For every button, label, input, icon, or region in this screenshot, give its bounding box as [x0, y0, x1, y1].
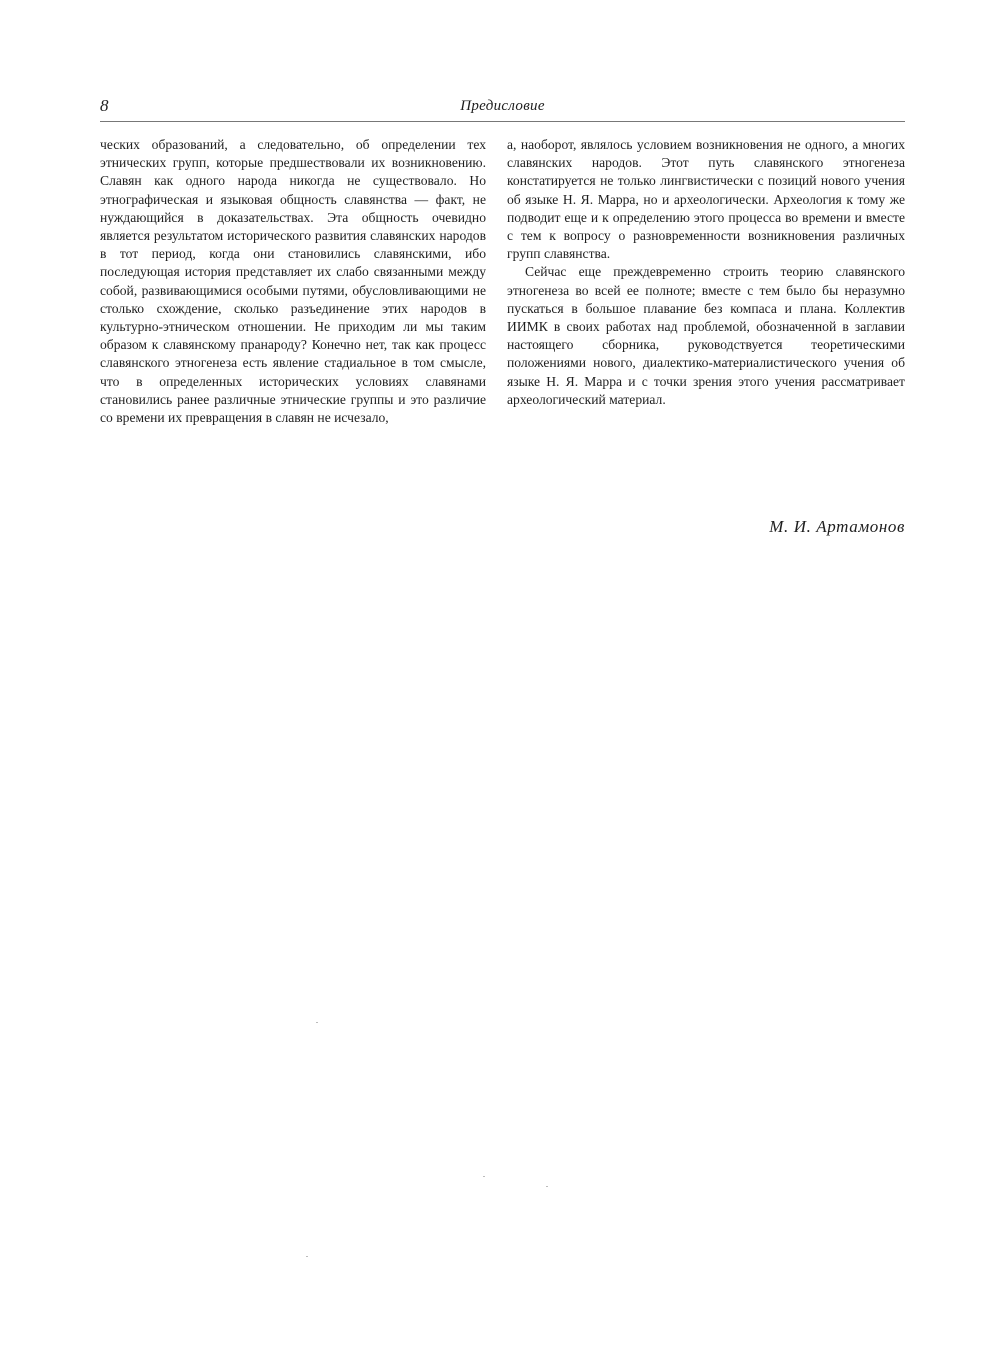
header-rule	[100, 121, 905, 122]
left-column	[100, 136, 486, 427]
right-paragraph-2: Сейчас еще преждевременно строить теорию славянского этногенеза во всей ее полноте; вместе с тем было бы неразумно пускаться в большое плавание без компаса и плана. Коллектив ИИМК в своих работах над проблемой, обозначенной в заглавии настоящего сборника, руководствуется теоретическими положениями нового, диалектико-материалистического учения об языке Н. Я. Марра и с точки зрения этого учения рассматривает археологический материал.	[507, 264, 905, 407]
scan-speck	[306, 1256, 308, 1257]
author-signature: М. И. Артамонов	[769, 517, 905, 536]
right-column	[507, 136, 905, 409]
left-paragraph-1: ческих образований, а следовательно, об определении тех этнических групп, которые предшествовали их возникновению. Славян как одного народа никогда не существовало. Но этнографическая и языковая общность славянства — факт, не нуждающийся в доказательствах. Эта общность очевидно является результатом исторического развития славянских народов в тот период, когда они становились славянскими, ибо последующая история представляет их слабо связанными между собой, развивающимися особыми путями, обусловливающими не столько схождение, сколько разъединение этих народов в культурно-этническом отношении. Не приходим ли мы таким образом к славянскому пранароду? Конечно нет, так как процесс славянского этногенеза есть явление стадиальное в том смысле, что в определенных исторических условиях славянами становились ранее различные этнические группы и это различие со времени их превращения в славян не исчезало,	[100, 137, 486, 426]
scan-speck	[316, 1022, 318, 1023]
scan-speck	[546, 1186, 548, 1187]
page-number: 8	[100, 96, 109, 115]
page-header	[100, 96, 905, 118]
right-paragraph-1: а, наоборот, являлось условием возникновения не одного, а многих славянских народов. Этот путь славянского этногенеза констатируется не только лингвистически с позиций нового учения об языке Н. Я. Марра, но и археологически. Археология к тому же подводит еще и к определению этого процесса во времени и вместе с тем к вопросу о разновременности возникновения различных групп славянства.	[507, 137, 905, 262]
running-head: Предисловие	[460, 98, 545, 114]
scan-speck	[483, 1176, 485, 1177]
